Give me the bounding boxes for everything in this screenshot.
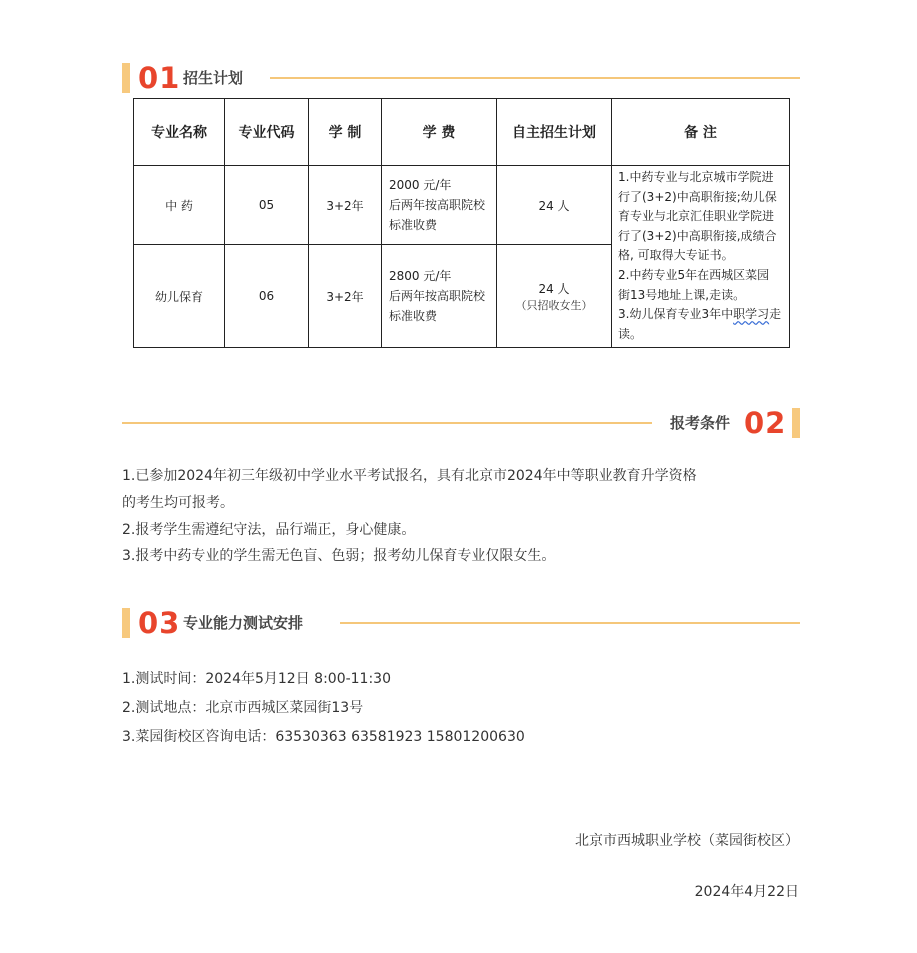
fee-amount: 2800 元/年 — [389, 269, 452, 283]
fee-note-2: 标准收费 — [389, 309, 438, 323]
remark-line: 1.中药专业与北京城市学院进 — [618, 170, 774, 184]
section-3-title: 专业能力测试安排 — [183, 614, 304, 632]
requirement-line-2: 2.报考学生需遵纪守法，品行端正，身心健康。 — [122, 522, 416, 538]
section-1-divider — [270, 77, 800, 79]
remark-line: 读。 — [618, 326, 643, 341]
remark-line: 2.中药专业5年在西城区菜园 — [618, 267, 770, 282]
section-2-divider — [122, 422, 652, 424]
table-header-row — [134, 99, 790, 166]
remark-text: 3.幼儿保育专业3年中 — [618, 307, 734, 322]
cell-major: 幼儿保育 — [134, 245, 225, 348]
cell-remarks — [612, 166, 790, 348]
cell-code: 06 — [225, 245, 309, 348]
cell-duration: 3+2年 — [309, 166, 382, 245]
header-major: 专业名称 — [134, 99, 225, 166]
fee-note: 后两年按高职院校 — [389, 198, 486, 212]
remark-line: 格, 可取得大专证书。 — [618, 248, 734, 263]
section-2-number: 02 — [744, 406, 787, 440]
section-3-number: 03 — [138, 606, 181, 640]
section-2-accent-bar — [792, 408, 800, 438]
fee-note-2: 标准收费 — [389, 218, 438, 232]
section-1-number: 01 — [138, 61, 181, 95]
section-3-header — [122, 608, 802, 638]
header-duration: 学 制 — [309, 99, 382, 166]
fee-note: 后两年按高职院校 — [389, 289, 486, 303]
requirement-line-1-cont: 的考生均可报考。 — [122, 495, 234, 511]
requirement-line-1: 1.已参加2024年初三年级初中学业水平考试报名，具有北京市2024年中等职业教育升学资格 — [122, 468, 697, 484]
cell-major: 中 药 — [134, 166, 225, 245]
cell-fee — [382, 245, 497, 348]
section-1-header — [122, 63, 802, 93]
test-location: 2.测试地点：北京市西城区菜园街13号 — [122, 700, 364, 716]
section-3-accent-bar — [122, 608, 130, 638]
plan-count: 24 人 — [538, 281, 570, 296]
test-time: 1.测试时间：2024年5月12日 8:00-11:30 — [122, 671, 391, 687]
header-code: 专业代码 — [225, 99, 309, 166]
fee-amount: 2000 元/年 — [389, 178, 452, 192]
contact-phone: 3.菜园街校区咨询电话：63530363 63581923 15801200630 — [122, 729, 525, 745]
cell-plan — [497, 166, 612, 245]
cell-duration: 3+2年 — [309, 245, 382, 348]
cell-code: 05 — [225, 166, 309, 245]
cell-fee — [382, 166, 497, 245]
remark-line: 行了(3+2)中高职衔接,成绩合 — [618, 228, 777, 243]
cell-plan — [497, 245, 612, 348]
header-plan: 自主招生计划 — [497, 99, 612, 166]
remark-line — [618, 305, 784, 325]
section-1-title: 招生计划 — [183, 69, 244, 87]
remark-text: 走 — [769, 307, 782, 322]
requirement-line-3: 3.报考中药专业的学生需无色盲、色弱；报考幼儿保育专业仅限女生。 — [122, 548, 556, 564]
section-1-accent-bar — [122, 63, 130, 93]
header-fee: 学 费 — [382, 99, 497, 166]
header-remarks: 备 注 — [612, 99, 790, 166]
section-2-title: 报考条件 — [670, 414, 731, 432]
footer-date: 2024年4月22日 — [694, 884, 799, 900]
section-2-header — [122, 408, 802, 438]
remark-spellcheck-text: 职学习 — [733, 307, 770, 322]
section-3-divider — [340, 622, 800, 624]
plan-note: （只招收女生） — [515, 298, 593, 312]
enrollment-plan-table — [133, 98, 790, 348]
table-row — [134, 166, 790, 245]
remark-line: 育专业与北京汇佳职业学院进 — [618, 209, 775, 224]
remark-line: 街13号地址上课,走读。 — [618, 287, 746, 302]
footer-school: 北京市西城职业学校（菜园街校区） — [575, 833, 799, 849]
remark-line: 行了(3+2)中高职衔接;幼儿保 — [618, 189, 777, 204]
plan-count: 24 人 — [538, 198, 570, 213]
